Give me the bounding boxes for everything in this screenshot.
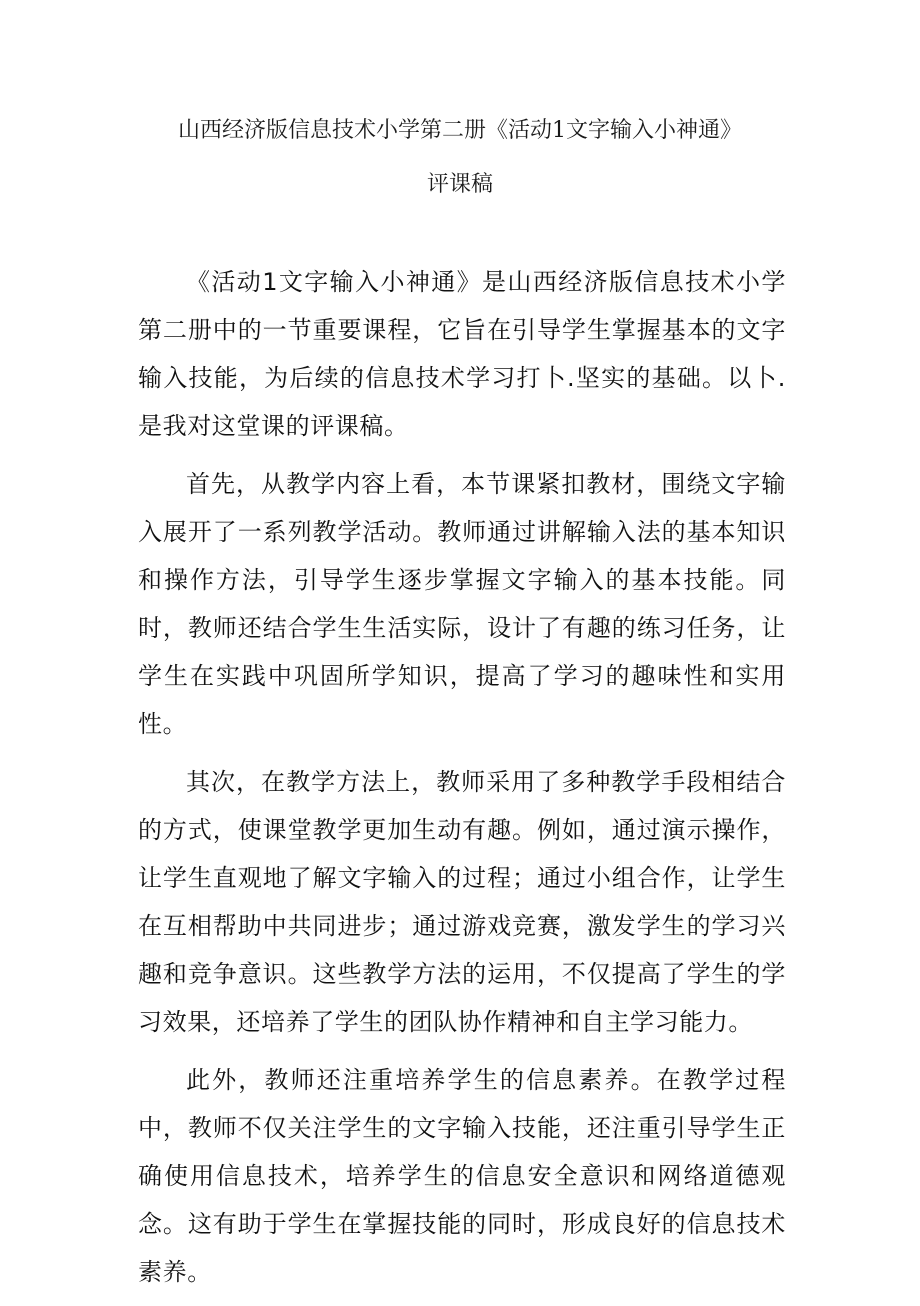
- document-subtitle: 评课稿: [426, 172, 493, 197]
- paragraph-teaching-content: 首先，从教学内容上看，本节课紧扣教材，围绕文字输入展开了一系列教学活动。教师通过讲解输入法的基本知识和操作方法，引导学生逐步掌握文字输入的基本技能。同时，教师还结合学生生活实际，设计了有趣的练习任务，让学生在实践中巩固所学知识，提高了学习的趣味性和实用性。: [138, 470, 786, 738]
- paragraph-intro: 《活动1文字输入小神通》是山西经济版信息技术小学第二册中的一节重要课程，它旨在引导学生掌握基本的文字输入技能，为后续的信息技术学习打卜.坚实的基础。以卜.是我对这堂课的评课稿。: [138, 268, 786, 440]
- document-title: 山西经济版信息技术小学第二册《活动1文字输入小神通》: [178, 118, 742, 143]
- paragraph-information-literacy: 此外，教师还注重培养学生的信息素养。在教学过程中，教师不仅关注学生的文字输入技能，还注重引导学生正确使用信息技术，培养学生的信息安全意识和网络道德观念。这有助于学生在掌握技能的同时，形成良好的信息技术素养。: [138, 1066, 786, 1286]
- paragraph-teaching-methods: 其次，在教学方法上，教师采用了多种教学手段相结合的方式，使课堂教学更加生动有趣。例如，通过演示操作，让学生直观地了解文字输入的过程；通过小组合作，让学生在互相帮助中共同进步；通过游戏竞赛，激发学生的学习兴趣和竞争意识。这些教学方法的运用，不仅提高了学生的学习效果，还培养了学生的团队协作精神和自主学习能力。: [138, 768, 786, 1036]
- document-body: [138, 258, 786, 1306]
